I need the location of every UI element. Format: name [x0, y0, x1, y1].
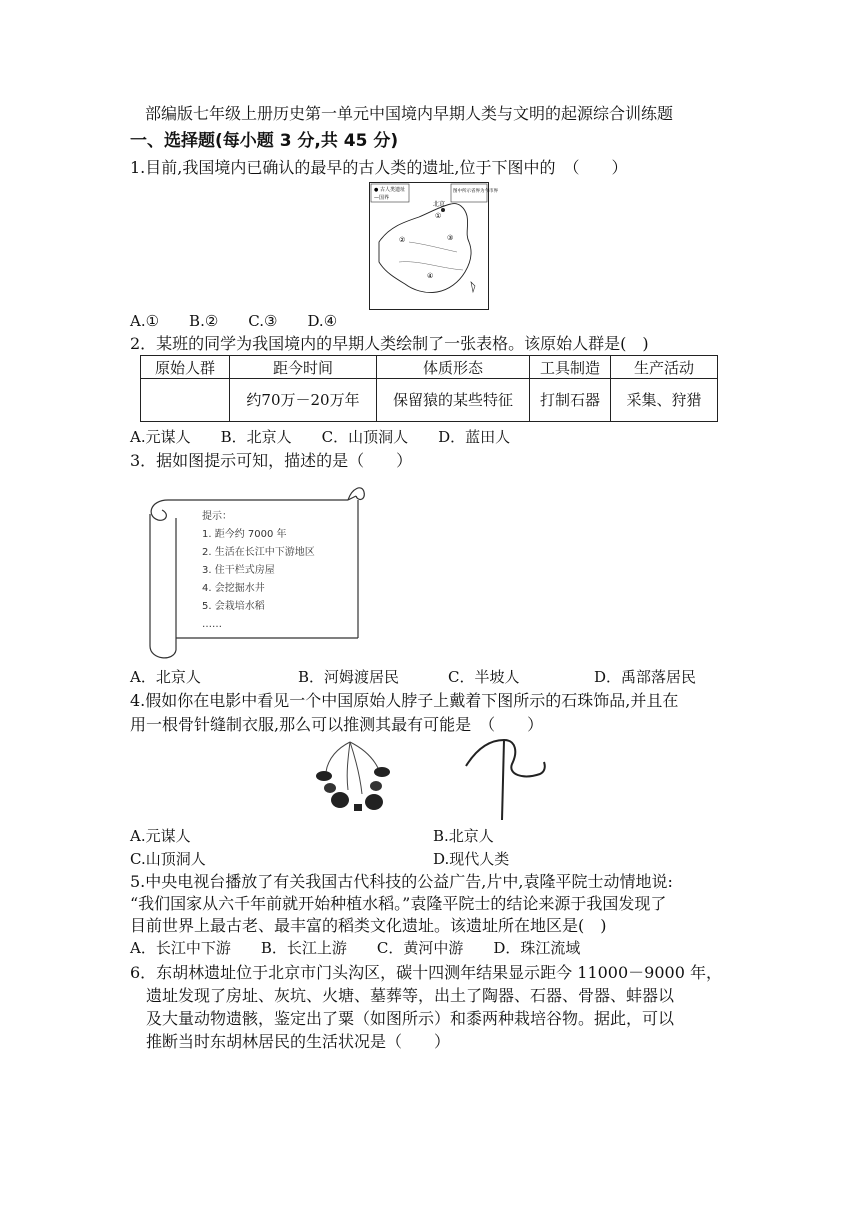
- map-legend-border: —国界: [374, 195, 390, 201]
- q4-option-d: D.现代人类: [433, 850, 510, 868]
- q4-option-c: C.山顶洞人: [130, 850, 206, 868]
- q3-option-c: C．半坡人: [448, 668, 520, 686]
- q5-options: A．长江中下游 B．长江上游 C．黄河中游 D．珠江流域: [130, 939, 581, 957]
- q6-line: 及大量动物遗骸，鉴定出了粟（如图所示）和黍两种栽培谷物。据此，可以: [146, 1009, 675, 1028]
- table-header: 原始人群: [141, 356, 230, 379]
- q1-map: [369, 182, 498, 310]
- map-marker-1: ①: [435, 212, 442, 220]
- table-cell: [141, 379, 230, 422]
- q1-stem: 1.目前,我国境内已确认的最早的古人类的遗址,位于下图中的 （ ）: [130, 158, 628, 177]
- table-header: 生产活动: [611, 356, 718, 379]
- map-city-beijing: 北京: [433, 201, 446, 208]
- table-cell: 约70万－20万年: [230, 379, 377, 422]
- section-heading: 一、选择题(每小题 3 分,共 45 分): [130, 131, 399, 151]
- necklace-illustration: [310, 738, 410, 814]
- bone-needle-illustration: [460, 732, 550, 822]
- stone-bead-necklace-figure: [310, 738, 410, 814]
- q3-option-d: D．禹部落居民: [594, 668, 697, 686]
- scroll-line: 2. 生活在长江中下游地区: [202, 547, 315, 558]
- scroll-line: 提示：: [202, 511, 232, 522]
- q3-option-a: A．北京人: [130, 668, 201, 686]
- scroll-content: [202, 508, 315, 634]
- q4-stem-line1: 4.假如你在电影中看见一个中国原始人脖子上戴着下图所示的石珠饰品,并且在: [130, 691, 679, 710]
- q3-stem: 3．据如图提示可知，描述的是（ ）: [130, 451, 413, 470]
- map-marker-4: ④: [427, 272, 434, 280]
- q2-table: [140, 355, 718, 422]
- map-marker-2: ②: [399, 236, 406, 244]
- scroll-line: ……: [202, 619, 222, 630]
- q3-option-b: B．河姆渡居民: [298, 668, 400, 686]
- q5-line: 5.中央电视台播放了有关我国古代科技的公益广告,片中,袁隆平院士动情地说:: [130, 872, 673, 891]
- q4-option-b: B.北京人: [433, 827, 494, 845]
- map-marker-3: ③: [447, 234, 454, 242]
- q2-options: A.元谋人 B．北京人 C．山顶洞人 D．蓝田人: [130, 428, 511, 446]
- q4-stem-line2: 用一根骨针缝制衣服,那么可以推测其最有可能是 （ ）: [130, 715, 544, 734]
- q3-scroll-figure: [138, 478, 368, 664]
- q5-line: 目前世界上最古老、最丰富的稻类文化遗址。该遗址所在地区是( ): [130, 916, 607, 935]
- q6-line: 遗址发现了房址、灰坑、火塘、墓葬等，出土了陶器、石器、骨器、蚌器以: [146, 986, 675, 1005]
- table-cell: 采集、狩猎: [611, 379, 718, 422]
- scroll-line: 1. 距今约 7000 年: [202, 529, 287, 540]
- map-legend-sites: ● 古人类遗址: [374, 187, 405, 193]
- q6-line: 6．东胡林遗址位于北京市门头沟区，碳十四测年结果显示距今 11000－9000 年，: [130, 963, 722, 982]
- table-header: 工具制造: [530, 356, 611, 379]
- q2-stem: 2．某班的同学为我国境内的早期人类绘制了一张表格。该原始人群是( ): [130, 334, 649, 353]
- table-cell: 打制石器: [530, 379, 611, 422]
- q6-line: 推断当时东胡林居民的生活状况是（ ）: [146, 1032, 451, 1051]
- q5-line: “我们国家从六千年前就开始种植水稻。”袁隆平院士的结论来源于我国发现了: [130, 894, 667, 913]
- scroll-line: 5. 会栽培水稻: [202, 601, 265, 612]
- table-header: 距今时间: [230, 356, 377, 379]
- table-cell: 保留猿的某些特征: [377, 379, 530, 422]
- q1-options: A.① B.② C.③ D.④: [130, 312, 338, 330]
- document-title: 部编版七年级上册历史第一单元中国境内早期人类与文明的起源综合训练题: [145, 104, 674, 123]
- q4-option-a: A.元谋人: [130, 827, 191, 845]
- scroll-line: 4. 会挖掘水井: [202, 583, 265, 594]
- scroll-line: 3. 住干栏式房屋: [202, 565, 275, 576]
- table-header: 体质形态: [377, 356, 530, 379]
- bone-needle-figure: [460, 732, 550, 822]
- map-legend-note: 图中所示省界为今市界: [453, 189, 498, 194]
- china-map-figure: [369, 182, 498, 310]
